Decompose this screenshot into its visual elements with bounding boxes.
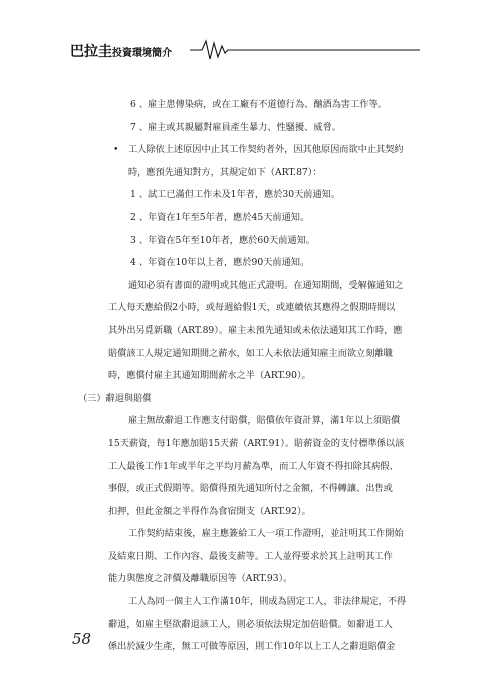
text-line: [88, 568, 418, 591]
text-line-content: 6 、雇主患傳染病，或在工廠有不道德行為、酗酒為害工作等。: [130, 99, 387, 110]
text-line: [88, 207, 418, 230]
text-line-content: 能力與態度之評價及離職原因等（ART.93）。: [108, 573, 293, 585]
text-line-content: 賠償該工人規定通知期間之薪水，如工人未依法通知雇主而欲立刻離職: [108, 347, 393, 359]
text-line: [88, 456, 418, 479]
text-line: [88, 252, 418, 275]
text-line: [88, 117, 418, 140]
text-line-content: 及結束日期、工作內容、最後支薪等。工人並得要求於其上註明其工作: [108, 550, 393, 562]
bullet-icon: •: [113, 144, 119, 156]
text-line: [88, 230, 418, 253]
text-line-content: 工人最後工作1年或半年之平均月薪為準，而工人年資不得扣除其病假、: [108, 460, 399, 472]
text-line: [88, 523, 418, 546]
text-line-content: 係出於減少生產，無工可做等原因，則工作10年以上工人之辭退賠償金: [108, 641, 396, 653]
header-title: [70, 41, 172, 61]
text-line-content: 工人每天應給假2小時，或每週給假1天，或連續依其應得之假期時間以: [108, 302, 396, 314]
text-line-content: 時，應償付雇主其通知期間薪水之半（ART.90）。: [108, 370, 311, 382]
text-line-content: 2 、年資在1年至5年者，應於45天前通知。: [130, 211, 310, 223]
text-line: [88, 320, 418, 343]
text-line-content: 7 、雇主或其親屬對雇員產生暴力、性騷擾、威脅。: [130, 121, 341, 133]
text-line: [88, 636, 418, 659]
text-line-content: 辭退，如雇主堅欲辭退該工人，則必須依法規定加倍賠償。如辭退工人: [108, 618, 393, 630]
text-line-content: 工人除依上述原因中止其工作契約者外，因其他原因而欲中止其契約: [128, 144, 404, 156]
text-line-content: 扣押，但此金額之半得作為食宿開支（ART.92）。: [108, 505, 311, 517]
text-line: [88, 275, 418, 298]
text-line-content: （三）辭退與賠償: [78, 392, 152, 404]
text-line: [88, 365, 418, 388]
text-line: [88, 614, 418, 637]
text-line-content: 時，應預先通知對方，其規定如下（ART.87）：: [128, 166, 322, 178]
text-line-content: 3 、年資在5年至10年者，應於60天前通知。: [130, 234, 315, 246]
text-line: [78, 388, 418, 411]
text-line-content: 雇主無故辭退工作應支付賠償，賠償依年資計算，滿1年以上須賠償: [128, 415, 401, 427]
header-title-main: 巴拉圭: [70, 44, 112, 60]
text-line-content: 1 、試工已滿但工作未及1年者，應於30天前通知。: [130, 189, 341, 201]
text-line-content: 其外出另覓新職（ART.89）。雇主未預先通知或未依法通知其工作時，應: [108, 324, 403, 336]
text-line-content: 4 、年資在10年以上者，應於90天前通知。: [130, 257, 310, 269]
text-line-content: 工人為同一個主人工作滿10年，則成為固定工人，非法律規定，不得: [128, 596, 407, 608]
text-line: [88, 297, 418, 320]
text-line: [88, 184, 418, 207]
text-line: [88, 343, 418, 366]
text-line: [88, 139, 418, 162]
page-number: 58: [72, 630, 92, 648]
running-header: [70, 38, 420, 62]
heartbeat-wave-icon: [190, 38, 420, 62]
text-line: [88, 546, 418, 569]
text-line: [88, 162, 418, 185]
text-line-content: 事假，或正式假期等。賠償得預先通知所付之金額，不得轉讓、出售或: [108, 483, 393, 495]
text-line-content: 工作契約結束後，雇主應簽給工人一項工作證明，並註明其工作開始: [128, 528, 404, 540]
text-line: [88, 478, 418, 501]
text-line: [88, 501, 418, 524]
text-line: [88, 94, 418, 117]
text-line: [88, 591, 418, 614]
header-title-sub: 投資環境簡介: [112, 48, 172, 59]
text-line: [88, 433, 418, 456]
text-line-content: 15天薪資，每1年應加賠15天薪（ART.91）。賠薪資金的支付標準係以該: [108, 437, 405, 449]
text-line: [88, 410, 418, 433]
text-line-content: 通知必須有書面的證明或其他正式證明。在通知期間，受解僱通知之: [128, 279, 404, 291]
